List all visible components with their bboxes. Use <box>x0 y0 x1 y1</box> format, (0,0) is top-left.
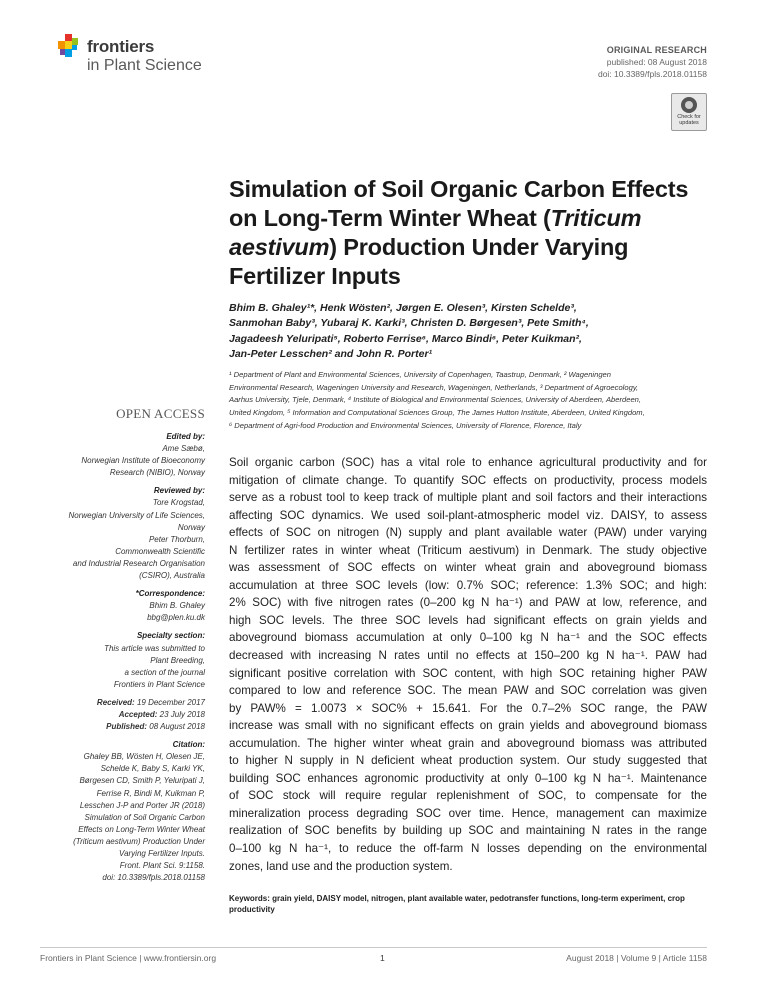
journal-subtitle: in Plant Science <box>87 57 202 74</box>
abstract-line: decreased with increasing N rates until no effects at 150–200 kg N ha⁻¹. PAW had <box>229 649 707 663</box>
abstract-line: building SOC enhances agronomic productivity at only 0–100 kg N ha⁻¹. Maintenance <box>229 771 707 785</box>
abstract-line: serve as a robust tool to keep track of multiple plant and soil factors and their interactions <box>229 491 707 505</box>
abstract-line: to higher N supply in N deficient wheat production system. Our study suggested that <box>229 754 707 768</box>
page-number: 1 <box>380 953 385 963</box>
abstract-line: accumulation at three SOC levels (low: 0.7% SOC; reference: 1.3% SOC; and high: <box>229 578 707 592</box>
footer-journal-link[interactable]: Frontiers in Plant Science | www.frontiersin.org <box>40 953 217 963</box>
published-date: published: 08 August 2018 <box>606 57 707 67</box>
edited-by-section: Edited by: Ame Sæbø, Norwegian Institute of Bioeconomy Research (NIBIO), Norway <box>81 432 205 478</box>
article-type: ORIGINAL RESEARCH <box>606 45 707 55</box>
journal-name: frontiers <box>87 37 155 56</box>
citation-section: Citation: Ghaley BB, Wösten H, Olesen JE, Schelde K, Baby S, Karki YK, Børgesen CD, Smith P, Yeluripati J, Ferrise R, Bindi M, Kuikman P, Lesschen J-P and Porter JR (2018) Simulation of Soil Organic Carbon Effects on Long-Term Winter Wheat (Triticum aestivum) Production Under Varying Fertilizer Inputs. Front. Plant Sci. 9:1158. doi: 10.3389/fpls.2018.01158 <box>73 740 205 883</box>
open-access-label: OPEN ACCESS <box>116 406 205 421</box>
footer-issue-info: August 2018 | Volume 9 | Article 1158 <box>566 953 707 963</box>
doi[interactable]: doi: 10.3389/fpls.2018.01158 <box>597 69 707 79</box>
author-list <box>229 301 719 362</box>
abstract-line: was assessment of SOC effects on winter wheat grain and aboveground biomass <box>229 561 707 575</box>
article-title: Simulation of Soil Organic Carbon Effects on Long-Term Winter Wheat (Triticum aestivum) Production Under Varying Fertilizer Inputs <box>229 176 689 289</box>
author-line: Jagadeesh Yeluripati⁵, Roberto Ferrise⁶, Marco Bindi⁶, Peter Kuikman², <box>229 332 582 345</box>
abstract-line: compared to low and reference SOC. The mean PAW and SOC correlation was given <box>229 684 707 698</box>
dates-section: Received: 19 December 2017 Accepted: 23 July 2018 Published: 08 August 2018 <box>96 697 205 732</box>
correspondence-section: *Correspondence: Bhim B. Ghaley bbg@plen.ku.dk <box>40 588 205 624</box>
correspondence-email[interactable]: bbg@plen.ku.dk <box>147 613 205 623</box>
species-name: Triticum aestivum <box>229 205 642 260</box>
abstract <box>229 454 707 875</box>
abstract-line: high SOC levels. The three SOC levels had significant effects on grain yields and <box>229 613 707 627</box>
reviewed-by-section: Reviewed by: Tore Krogstad, Norwegian University of Life Sciences, Norway Peter Thorburn, Commonwealth Scientific and Industrial Research Organisation (CSIRO), Australia <box>68 486 205 581</box>
abstract-line: mineralization process degrading SOC over time. Hence, management can maximize <box>229 806 707 820</box>
frontiers-logo-icon <box>58 34 84 64</box>
abstract-line: affecting SOC dynamics. We used soil-plant-atmospheric model viz. DAISY, to assess <box>229 508 707 522</box>
abstract-line: 2% SOC) with five nitrogen rates (0–200 kg N ha⁻¹) and PAW at low, reference, and <box>229 596 707 610</box>
abstract-line: effects of SOC on nitrogen (N) supply and plant available water (PAW) under varying <box>229 526 707 540</box>
keywords: Keywords: grain yield, DAISY model, nitrogen, plant available water, pedotransfer functions, long-term experiment, crop productivity <box>229 894 685 914</box>
check-for-updates-button[interactable] <box>671 93 707 131</box>
abstract-line: increase was small with no significant effects on grain yields and aboveground biomass <box>229 719 707 733</box>
abstract-line: accumulation. The higher winter wheat grain and aboveground biomass was attributed <box>229 736 707 750</box>
abstract-line: aboveground biomass accumulation at only 0–100 kg N ha⁻¹ and the SOC effects <box>229 631 707 645</box>
sidebar <box>40 431 205 890</box>
specialty-section: Specialty section: This article was submitted to Plant Breeding, a section of the journal Frontiers in Plant Science <box>104 631 205 689</box>
abstract-line: by PAW% = 1.0073 × SOC% + 15.641. For the 0.7–2% SOC range, the PAW <box>229 701 707 715</box>
abstract-line: of SOC stock will require regular replenishment of SOC, to compensate for the <box>229 789 707 803</box>
article-meta <box>598 44 707 80</box>
author-line: Bhim B. Ghaley¹*, Henk Wösten², Jørgen E. Olesen³, Kirsten Schelde³, <box>229 302 577 314</box>
abstract-line: mitigation of climate change. To quantify SOC effects on productivity, process models <box>229 473 707 487</box>
abstract-line: realization of SOC benefits by building up SOC and maintaining N rates in the range <box>229 824 707 838</box>
footer-divider <box>40 947 707 948</box>
check-updates-icon <box>681 97 697 113</box>
abstract-line: N fertilizer rates in winter wheat (Triticum aestivum) in Denmark. The study objective <box>229 543 707 557</box>
check-updates-label: Check for updates <box>677 114 701 126</box>
author-line: Sanmohan Baby³, Yubaraj K. Karki³, Christen D. Børgesen³, Pete Smith⁴, <box>229 317 589 330</box>
affiliations: ¹ Department of Plant and Environmental Sciences, University of Copenhagen, Taastrup, Denmark, ² Wageningen Environmental Research, Wageningen University and Research, Wageningen, Netherlands, ³ Department of Agroecology, Aarhus University, Tjele, Denmark, ⁴ Institute of Biological and Environmental Sciences, University of Aberdeen, Aberdeen, United Kingdom, ⁵ Information and Computational Sciences Group, The James Hutton Institute, Aberdeen, United Kingdom, ⁶ Department of Agri-food Production and Environmental Sciences, University of Florence, Florence, Italy <box>229 370 645 430</box>
abstract-line: zones, land use and the production system. <box>229 859 453 873</box>
abstract-line: significant positive correlation with SOC content, with high SOC retaining higher PAW <box>229 666 707 680</box>
author-line: Jan-Peter Lesschen² and John R. Porter¹ <box>229 347 433 360</box>
abstract-line: 0–100 kg N ha⁻¹, to reduce the off-farm N losses depending on the environmental <box>229 842 707 856</box>
abstract-line: Soil organic carbon (SOC) has a vital role to enhance agricultural productivity and for <box>229 456 707 469</box>
